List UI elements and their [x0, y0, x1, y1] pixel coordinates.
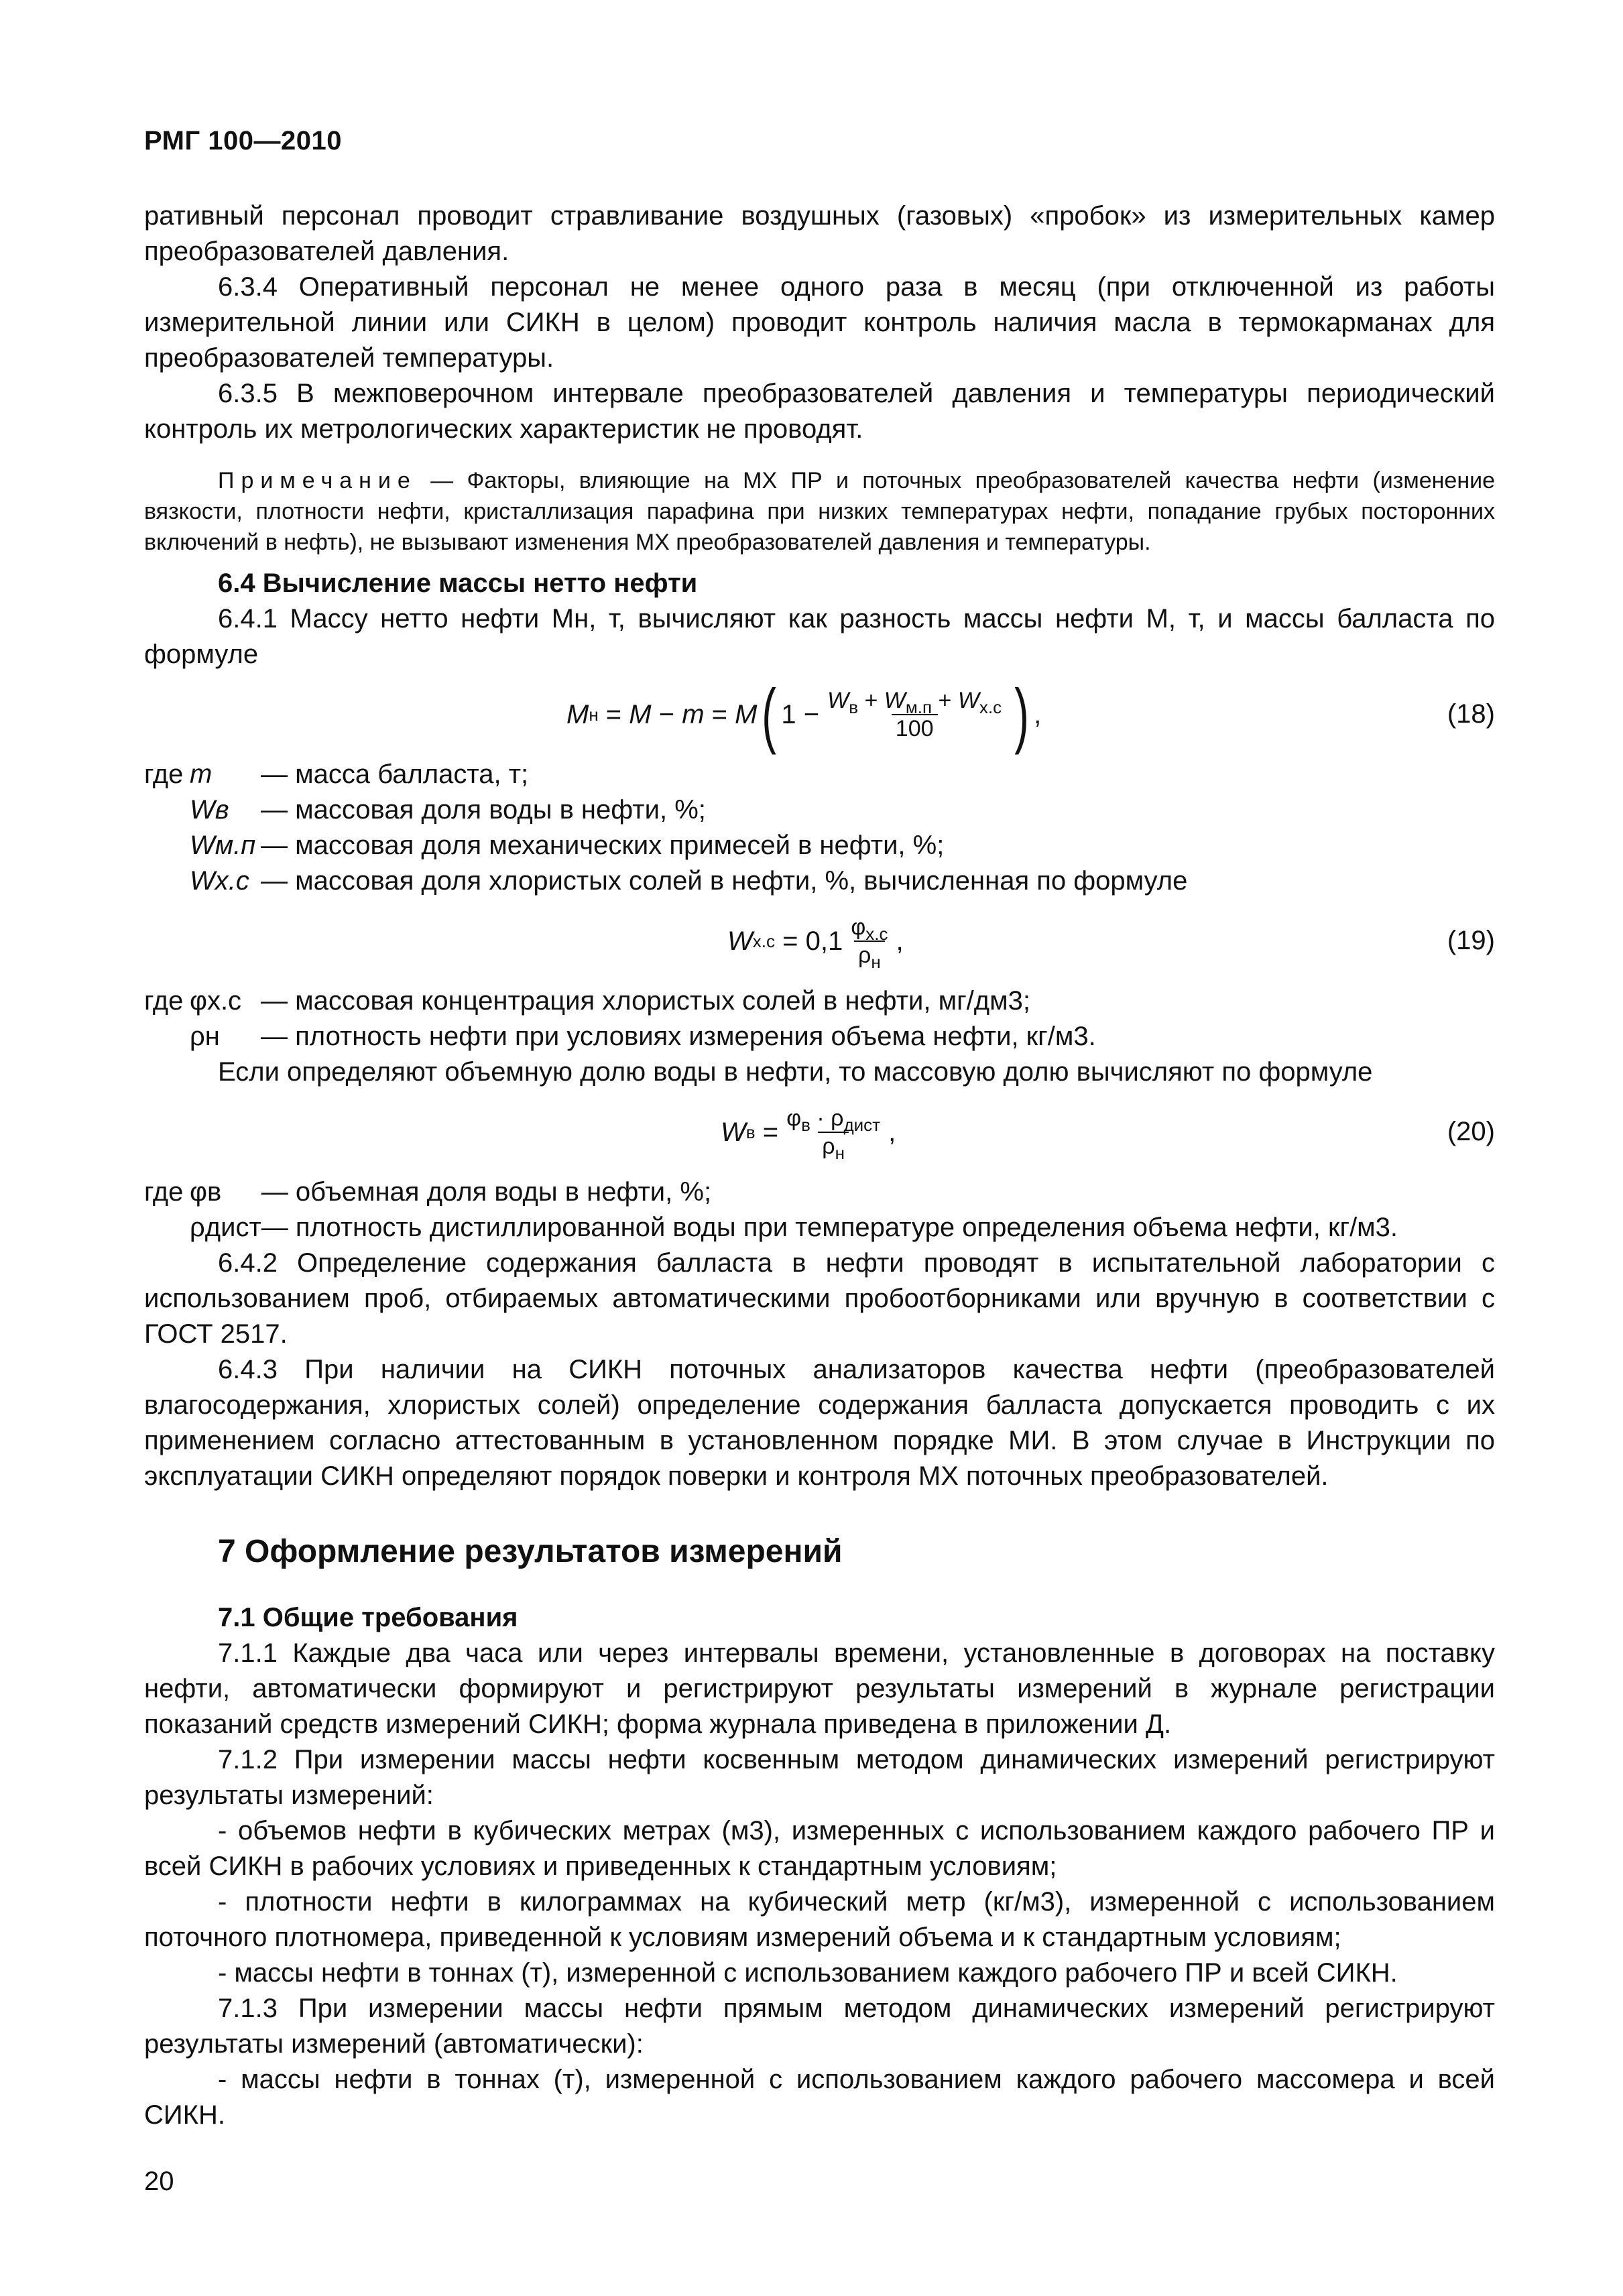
legend-description: — массовая доля хлористых солей в нефти, %, вычисленная по формуле — [261, 866, 1188, 896]
legend-row — [144, 1210, 1398, 1246]
legend-row: где φв — объемная доля воды в нефти, %; — [144, 1174, 1398, 1210]
legend-description: — массовая доля механических примесей в нефти, %; — [261, 831, 945, 860]
paragraph: 6.3.5 В межповерочном интервале преобразователей давления и температуры периодический контроль их метрологических характеристик не проводят. — [144, 379, 1495, 444]
paragraph: ративный персонал проводит стравливание воздушных (газовых) «пробок» из измерительных камер преобразователей давления. — [144, 201, 1495, 266]
formula-number: (20) — [1447, 1117, 1495, 1146]
legend-symbol: m — [190, 760, 213, 789]
formula-18 — [144, 672, 1495, 757]
list-item: - плотности нефти в килограммах на кубический метр (кг/м3), измеренной с использованием поточного плотномера, приведенной к условиям измерений объема и к стандартным условиям; — [144, 1887, 1495, 1952]
legend-row — [144, 828, 1187, 863]
legend-description: — объемная доля воды в нефти, %; — [261, 1177, 712, 1207]
document-header: РМГ 100—2010 — [144, 126, 342, 156]
note-label: Примечание — [218, 468, 417, 493]
paragraph: Если определяют объемную долю воды в нефти, то массовую долю вычисляют по формуле — [218, 1057, 1373, 1087]
list-item: - объемов нефти в кубических метрах (м3), измеренных с использованием каждого рабочего ПР и всей СИКН в рабочих условиях и приведенных к стандартным условиям; — [144, 1816, 1495, 1881]
legend-description: — массовая доля воды в нефти, %; — [261, 795, 706, 825]
legend-table — [144, 1174, 1398, 1246]
paragraph: 7.1.2 При измерении массы нефти косвенным методом динамических измерений регистрируют результаты измерений: — [144, 1745, 1495, 1810]
paragraph: 6.4.2 Определение содержания балласта в нефти проводят в испытательной лаборатории с использованием проб, отбираемых автоматическими пробоотборниками или вручную в соответствии с ГОСТ 2517. — [144, 1248, 1495, 1349]
list-item: - массы нефти в тоннах (т), измеренной с использованием каждого рабочего ПР и всей СИКН. — [218, 1958, 1398, 1988]
paragraph: 6.4.1 Массу нетто нефти Мн, т, вычисляют как разность массы нефти М, т, и массы балласта по формуле — [144, 604, 1495, 669]
legend-symbol: Wв — [190, 795, 229, 825]
note — [144, 465, 1495, 558]
legend-row: где m — масса балласта, т; — [144, 757, 1187, 792]
legend-description: — масса балласта, т; — [261, 760, 529, 789]
legend-table — [144, 757, 1187, 899]
legend-symbol: ρдист — [190, 1213, 261, 1242]
formula-expression: W в = $\frac{\varphi_в \cdot \rho_{дист}}{\rho_н}$ , — [721, 1105, 896, 1163]
paragraph: 6.3.4 Оперативный персонал не менее одного раза в месяц (при отключенной из работы измерительной линии или СИКН в целом) проводит контроль наличия масла в термокарманах для преобразователей температуры. — [144, 272, 1495, 373]
note-text: — Факторы, влияющие на МХ ПР и поточных преобразователей качества нефти (изменение вязкости, плотности нефти, кристаллизация парафина при низких температурах нефти, попадание грубых посторонних включений в нефть), не вызывают изменения МХ преобразователей давления и температуры. — [144, 468, 1495, 555]
document-body — [144, 198, 1495, 2133]
legend-symbol: φв — [190, 1177, 222, 1207]
legend-row: где φх.с — массовая концентрация хлористых солей в нефти, мг/дм3; — [144, 983, 1096, 1019]
section-heading: 7.1 Общие требования — [218, 1603, 518, 1632]
chapter-heading: 7 Оформление результатов измерений — [218, 1534, 843, 1569]
paragraph: 6.4.3 При наличии на СИКН поточных анализаторов качества нефти (преобразователей влагосодержания, хлористых солей) определение содержания балласта допускается проводить с их применением согласно аттестованным в установленном порядке МИ. В этом случае в Инструкции по эксплуатации СИКН определяют порядок поверки и контроля МХ поточных преобразователей. — [144, 1355, 1495, 1491]
legend-symbol: ρн — [190, 1022, 220, 1051]
formula-20 — [144, 1090, 1495, 1174]
formula-expression: M н = M − m = M ( 1 − $\frac{W_в + W_{м.п} + W_{х.с}}{100}$ ) , — [566, 674, 1042, 755]
formula-19 — [144, 899, 1495, 983]
paragraph: 7.1.3 При измерении массы нефти прямым методом динамических измерений регистрируют результаты измерений (автоматически): — [144, 1994, 1495, 2059]
legend-symbol: φх.с — [190, 986, 242, 1016]
legend-description: — плотность нефти при условиях измерения объема нефти, кг/м3. — [261, 1022, 1096, 1051]
legend-table — [144, 983, 1096, 1054]
list-item: - массы нефти в тоннах (т), измеренной с использованием каждого рабочего массомера и всей СИКН. — [144, 2065, 1495, 2130]
legend-description: — массовая концентрация хлористых солей в нефти, мг/дм3; — [261, 986, 1030, 1016]
legend-symbol: Wм.п — [190, 831, 256, 860]
formula-number: (19) — [1447, 926, 1495, 955]
section-heading: 6.4 Вычисление массы нетто нефти — [218, 568, 698, 598]
legend-row — [144, 792, 1187, 828]
page-number: 20 — [144, 2167, 174, 2196]
legend-row — [144, 1019, 1096, 1054]
formula-expression: W х.с = 0,1 $\frac{\varphi_{х.с}}{\rho_н}$ , — [727, 914, 904, 972]
formula-number: (18) — [1447, 699, 1495, 729]
legend-description: — плотность дистиллированной воды при температуре определения объема нефти, кг/м3. — [261, 1213, 1398, 1242]
legend-row — [144, 863, 1187, 899]
paragraph: 7.1.1 Каждые два часа или через интервалы времени, установленные в договорах на поставку нефти, автоматически формируют и регистрируют результаты измерений в журнале регистрации показаний средств измерений СИКН; форма журнала приведена в приложении Д. — [144, 1638, 1495, 1739]
legend-symbol: Wх.с — [190, 866, 249, 896]
